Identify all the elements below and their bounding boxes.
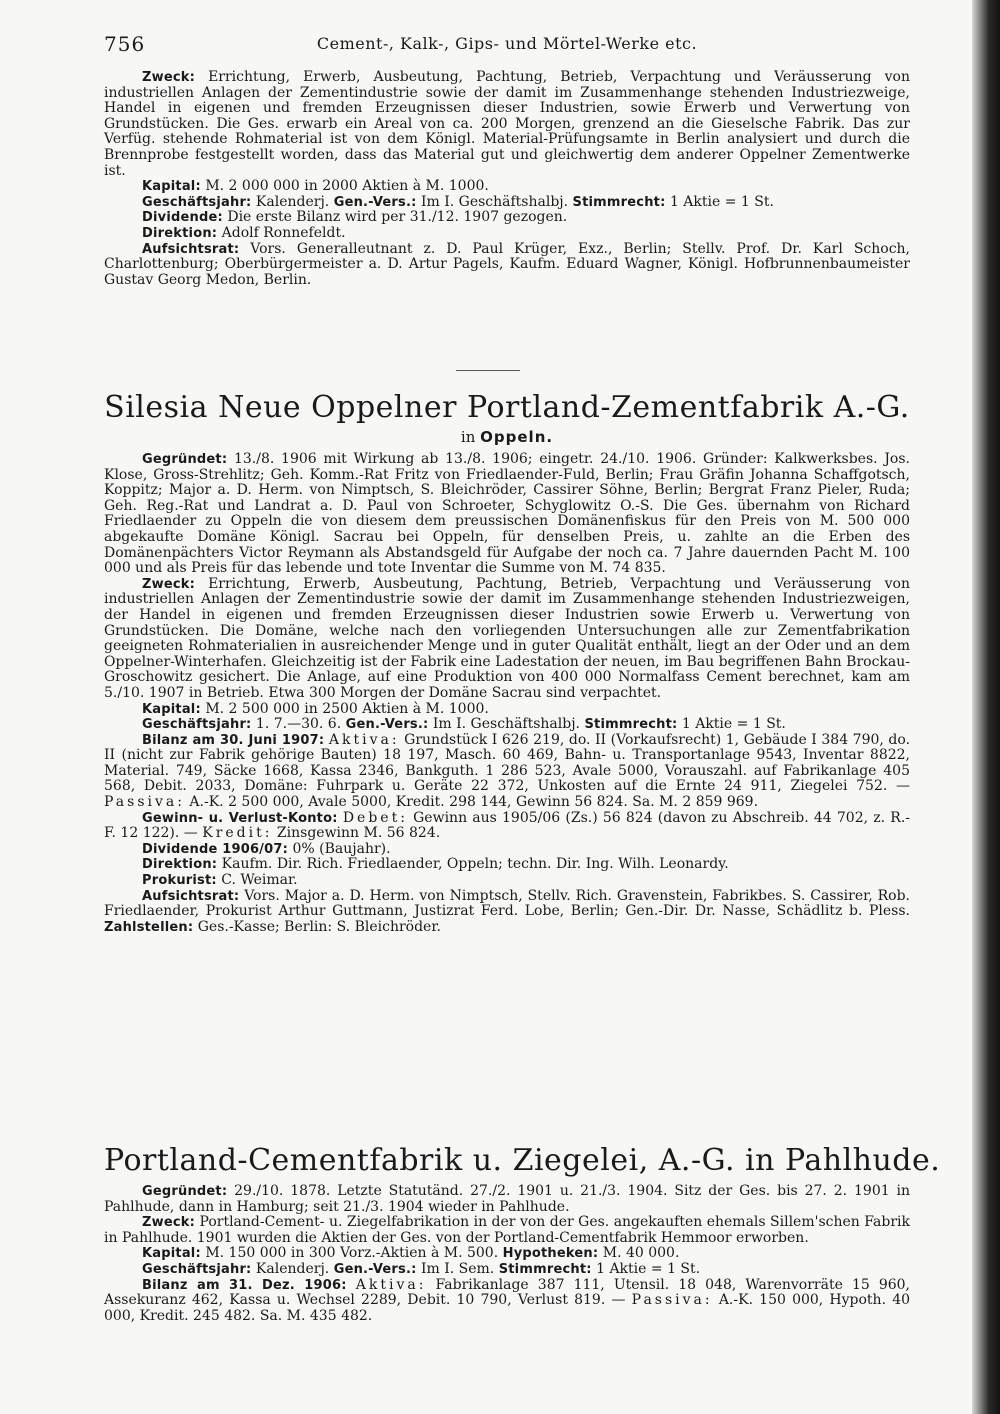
- section-divider: [456, 370, 520, 371]
- hypotheken-label: Hypotheken:: [502, 1246, 599, 1262]
- gegruendet-label: Gegründet:: [142, 1184, 228, 1199]
- gen-vers-label: Gen.-Vers.:: [345, 717, 429, 733]
- gen-vers-text: Im I. Geschäftshalbj.: [432, 716, 581, 733]
- bilanz-paragraph: Bilanz am 31. Dez. 1906: Aktiva: Fabrikanlage 387 111, Utensil. 18 048, Warenvorräte 15 960, Assekuranz 462, Kassa u. Wechsel 2289, Debit. 10 790, Verlust 819. — Passiva: A.-K. 150 000, Hypoth. 40 000, Kredit. 245 482. Sa. M. 435 482.: [104, 1276, 911, 1324]
- gen-vers-label: Gen.-Vers.:: [333, 194, 417, 210]
- company-title-pahlhude: Portland-Cementfabrik u. Ziegelei, A.-G. in Pahlhude.: [104, 1143, 941, 1178]
- bilanz-paragraph: Bilanz am 30. Juni 1907: Aktiva: Grundstück I 626 219, do. II (Vorkaufsrecht) 1, Gebäude I 384 790, do. II (nicht zur Fabrik gehörige Bauten) 18 197, Masch. 60 469, Bahn- u. Transportanlage 9543, Inventar 8822, Material. 749, Säcke 1668, Kassa 2346, Bankguth. 1 286 523, Avale 5000, Vorauszahl. auf Fabrikanlage 405 568, Debit. 2033, Domäne: Fuhrpark u. Geräte 22 372, Unkosten auf die Ernte 24 911, Ziegelei 752. — Passiva: A.-K. 2 500 000, Avale 5000, Kredit. 298 144, Gewinn 56 824. Sa. M. 2 859 969.: [104, 731, 911, 811]
- passiva-text: A.-K. 150 000, Hypoth. 40 000, Kredit. 245 482. Sa. M. 435 482.: [104, 1292, 911, 1324]
- passiva-label: Passiva:: [631, 1292, 713, 1309]
- kapital-paragraph: [104, 1246, 910, 1262]
- debet-label: Debet:: [342, 809, 408, 826]
- stimmrecht-text: 1 Aktie = 1 St.: [596, 1260, 701, 1277]
- geschaeftsjahr-label: Geschäftsjahr:: [142, 1261, 252, 1277]
- section-silesia: [104, 452, 910, 935]
- hypotheken-text: M. 40 000.: [602, 1245, 680, 1262]
- aufsichtsrat-paragraph: [104, 242, 910, 289]
- stimmrecht-label: Stimmrecht:: [584, 717, 678, 733]
- company-title-silesia: Silesia Neue Oppelner Portland-Zementfabrik A.-G.: [104, 390, 910, 425]
- gewinn-verlust-paragraph: Gewinn- u. Verlust-Konto: Debet: Gewinn aus 1905/06 (Zs.) 56 824 (davon zu Abschreib. 44 702, z. R.-F. 12 122). — Kredit: Zinsgewinn M. 56 824.: [104, 809, 910, 842]
- section-continued: [104, 70, 910, 288]
- dividende-label: Dividende:: [142, 210, 223, 226]
- geschaeftsjahr-label: Geschäftsjahr:: [142, 717, 252, 733]
- zweck-label: Zweck:: [142, 70, 196, 85]
- kapital-text: M. 2 500 000 in 2500 Aktien à M. 1000.: [205, 700, 489, 717]
- dividende-text: 0% (Baujahr).: [292, 840, 391, 857]
- gegruendet-label: Gegründet:: [142, 452, 228, 467]
- bilanz-label: Bilanz am 30. Juni 1907:: [142, 732, 325, 748]
- kapital-paragraph: [104, 702, 910, 718]
- kredit-label: Kredit:: [202, 825, 273, 842]
- stimmrecht-text: 1 Aktie = 1 St.: [681, 716, 786, 733]
- aufsichtsrat-text: Vors. Major a. D. Herm. von Nimptsch, Stellv. Rich. Gravenstein, Fabrikbes. S. Cassirer, Rob. Friedlaender, Prokurist Arthur Guttmann, Justizrat Ferd. Lobe, Berlin; Gen.-Dir. Dr. Nasse, Schädlitz b. Pless.: [104, 887, 911, 920]
- running-title: Cement-, Kalk-, Gips- und Mörtel-Werke etc.: [316, 34, 698, 53]
- direktion-text: Kaufm. Dir. Rich. Friedlaender, Oppeln; techn. Dir. Ing. Wilh. Leonardy.: [221, 856, 729, 873]
- prokurist-text: C. Weimar.: [221, 872, 298, 889]
- zahlstellen-text: Ges.-Kasse; Berlin: S. Bleichröder.: [197, 918, 441, 935]
- zweck-text: Portland-Cement- u. Ziegelfabrikation in der von der Ges. angekauften ehemals Sillem'schen Fabrik in Pahlhude. 1901 wurden die Aktien der Ges. von der Portland-Cementfabrik Hemmoor erworben.: [104, 1214, 910, 1246]
- kapital-text: M. 150 000 in 300 Vorz.-Aktien à M. 500.: [205, 1245, 499, 1262]
- page-edge-shadow: [972, 0, 1000, 1414]
- direktion-paragraph: [104, 857, 910, 873]
- prokurist-label: Prokurist:: [142, 873, 217, 889]
- geschaeftsjahr-paragraph: [104, 195, 910, 211]
- kapital-text: M. 2 000 000 in 2000 Aktien à M. 1000.: [205, 178, 489, 195]
- aktiva-text: Grundstück I 626 219, do. II (Vorkaufsrecht) 1, Gebäude I 384 790, do. II (nicht zur Fabrik gehörige Bauten) 18 197, Masch. 60 469, Bahn- u. Transportanlage 9543, Inventar 8822, Material. 749, Säcke 1668, Kassa 2346, Bankguth. 1 286 523, Avale 5000, Vorauszahl. auf Fabrikanlage 405 568, Debit. 2033, Domäne: Fuhrpark u. Geräte 22 372, Unkosten auf die Ernte 24 911, Ziegelei 752.: [104, 731, 911, 795]
- direktion-paragraph: [104, 226, 910, 242]
- geschaeftsjahr-paragraph: [104, 1262, 910, 1278]
- page-number: 756: [104, 32, 146, 56]
- gewinn-verlust-label: Gewinn- u. Verlust-Konto:: [142, 810, 338, 826]
- zweck-paragraph: [104, 577, 910, 702]
- geschaeftsjahr-label: Geschäftsjahr:: [142, 194, 252, 210]
- direktion-label: Direktion:: [142, 857, 218, 873]
- zweck-text: Errichtung, Erwerb, Ausbeutung, Pachtung, Betrieb, Verpachtung und Veräusserung von industriellen Anlagen der Zementindustrie sowie der damit im Zusammenhange stehenden Industriezweige, Handel in eigenen und fremden Erzeugnissen dieser Industrien, sowie Erwerb und Verwertung von Grundstücken. Die Ges. erwarb ein Areal von ca. 200 Morgen, grenzend an die Gieselsche Fabrik. Das zur Verfüg. stehende Rohmaterial ist von dem Königl. Material-Prüfungsamte in Berlin analysiert und durch die Brennprobe festgestellt worden, dass das Material gut und gleichwertig dem anderer Oppelner Zementwerke ist.: [104, 69, 911, 179]
- geschaeftsjahr-text: Kalenderj.: [255, 193, 330, 210]
- gen-vers-text: Im I. Sem.: [420, 1260, 495, 1277]
- kapital-label: Kapital:: [142, 179, 201, 195]
- zweck-paragraph: [104, 1215, 910, 1246]
- geschaeftsjahr-text: Kalenderj.: [255, 1260, 330, 1277]
- direktion-text: Adolf Ronnefeldt.: [221, 224, 346, 241]
- kredit-text: Zinsgewinn M. 56 824.: [276, 825, 441, 842]
- dividende-paragraph: [104, 842, 910, 858]
- passiva-text: A.-K. 2 500 000, Avale 5000, Kredit. 298 144, Gewinn 56 824. Sa. M. 2 859 969.: [189, 794, 759, 811]
- stimmrecht-label: Stimmrecht:: [572, 194, 666, 210]
- company-location-silesia: [104, 428, 910, 446]
- dividende-label: Dividende 1906/07:: [142, 841, 289, 857]
- kapital-paragraph: [104, 179, 910, 195]
- gen-vers-text: Im I. Geschäftshalbj.: [420, 193, 569, 210]
- stimmrecht-text: 1 Aktie = 1 St.: [669, 193, 774, 210]
- zweck-label: Zweck:: [142, 1215, 196, 1231]
- gegruendet-text: 29./10. 1878. Letzte Statutänd. 27./2. 1901 u. 21./3. 1904. Sitz der Ges. bis 27. 2. 1901 in Pahlhude, dann in Hamburg; seit 21./3. 1904 wieder in Pahlhude.: [104, 1183, 911, 1215]
- bilanz-label: Bilanz am 31. Dez. 1906:: [142, 1277, 347, 1293]
- dividende-paragraph: [104, 210, 910, 226]
- aufsichtsrat-text: Vors. Generalleutnant z. D. Paul Krüger, Exz., Berlin; Stellv. Prof. Dr. Karl Schoch, Charlottenburg; Oberbürgermeister a. D. Artur Pagels, Kaufm. Eduard Wagner, Königl. Hofbrunnenbaumeister Gustav Georg Medon, Berlin.: [104, 240, 911, 288]
- zweck-label: Zweck:: [142, 576, 196, 592]
- gen-vers-label: Gen.-Vers.:: [333, 1261, 417, 1277]
- direktion-label: Direktion:: [142, 225, 218, 241]
- aufsichtsrat-label: Aufsichtsrat:: [142, 241, 240, 257]
- zweck-text: Errichtung, Erwerb, Ausbeutung, Pachtung, Betrieb, Verpachtung und Veräusserung von industriellen Anlagen der Zementindustrie sowie der damit im Zusammenhange stehenden Industriezweigen, der Handel in eigenen und fremden Erzeugnissen dieser Industrien sowie Erwerb u. Verwertung von Grundstücken. Die Domäne, welche nach den vorliegenden Untersuchungen alle zur Zementfabrikation geeigneten Rohmaterialien in ausreichender Menge und in guter Qualität enthält, liegt an der Oder und an dem Oppelner-Winterhafen. Gleichzeitig ist der Fabrik eine Ladestation der neuen, im Bau begriffenen Bahn Brockau-Groschowitz gesichert. Die Anlage, auf eine Produktion von 400 000 Normalfass Cement berechnet, kam am 5./10. 1907 in Betrieb. Etwa 300 Morgen der Domäne Sacrau sind verpachtet.: [104, 575, 911, 701]
- kapital-label: Kapital:: [142, 701, 201, 717]
- zweck-paragraph: [104, 70, 910, 179]
- section-pahlhude: [104, 1184, 910, 1324]
- geschaeftsjahr-paragraph: [104, 717, 910, 733]
- location-prefix: in: [460, 428, 476, 446]
- kapital-label: Kapital:: [142, 1246, 201, 1262]
- debet-text: Gewinn aus 1905/06 (Zs.) 56 824 (davon zu Abschreib. 44 702, z. R.-F. 12 122).: [104, 809, 910, 842]
- aktiva-label: Aktiva:: [355, 1276, 427, 1293]
- aktiva-text: Fabrikanlage 387 111, Utensil. 18 048, Warenvorräte 15 960, Assekuranz 462, Kassa u. Wechsel 2289, Debit. 10 790, Verlust 819.: [104, 1276, 911, 1309]
- zahlstellen-label: Zahlstellen:: [104, 919, 194, 935]
- geschaeftsjahr-text: 1. 7.—30. 6.: [255, 716, 342, 733]
- gegruendet-text: 13./8. 1906 mit Wirkung ab 13./8. 1906; eingetr. 24./10. 1906. Gründer: Kalkwerksbes. Jos. Klose, Gross-Strehlitz; Geh. Komm.-Rat Fritz von Friedlaender-Fuld, Berlin; Frau Gräfin Johanna Schaffgotsch, Koppitz; Major a. D. Herm. von Nimptsch, S. Bleichröder, Cassirer Söhne, Berlin; Bergrat Franz Pieler, Ruda; Geh. Reg.-Rat und Landrat a. D. Paul von Schroeter, Schyglowitz O.-S. Die Ges. übernahm von Richard Friedlaender zu Oppeln die von diesem dem preussischen Domänenfiskus für den Preis von M. 500 000 abgekaufte Domäne Königl. Sacrau bei Oppeln, für denselben Preis, u. zahlte an die Erben des Domänenpächters Victor Reymann als Abstandsgeld für Aufgabe der noch ca. 7 Jahre dauernden Pacht M. 100 000 und als Preis für das lebende und tote Inventar die Summe von M. 74 835.: [104, 451, 910, 577]
- location-name: Oppeln.: [480, 428, 554, 446]
- gegruendet-paragraph: [104, 452, 910, 577]
- page-header: [104, 32, 910, 56]
- aufsichtsrat-paragraph: [104, 889, 910, 936]
- dividende-text: Die erste Bilanz wird per 31./12. 1907 gezogen.: [227, 209, 568, 226]
- prokurist-paragraph: [104, 873, 910, 889]
- stimmrecht-label: Stimmrecht:: [498, 1261, 592, 1277]
- passiva-label: Passiva:: [104, 794, 185, 811]
- aufsichtsrat-label: Aufsichtsrat:: [142, 888, 240, 904]
- aktiva-label: Aktiva:: [328, 731, 400, 748]
- gegruendet-paragraph: [104, 1184, 910, 1215]
